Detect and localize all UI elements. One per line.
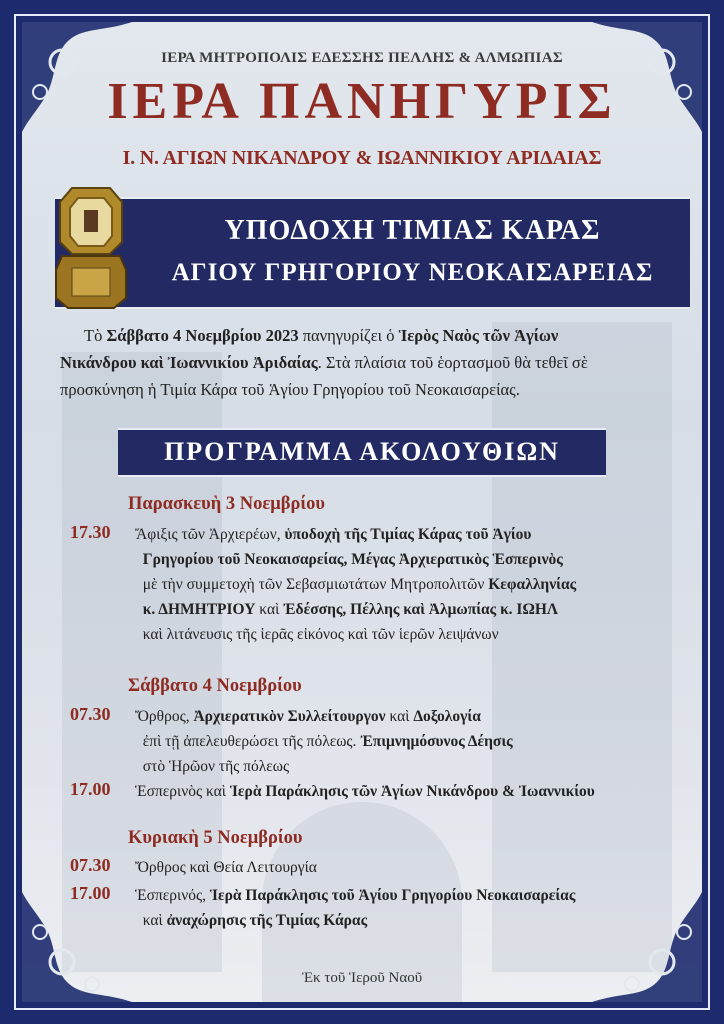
bold-text: Ἀρχιερατικὸν Συλλείτουργον xyxy=(193,708,386,725)
text-line xyxy=(135,522,576,547)
day-heading: Κυριακὴ 5 Νοεμβρίου xyxy=(128,828,303,848)
bold-text: Σάββατο 4 Νοεμβρίου 2023 xyxy=(106,326,299,345)
text-line xyxy=(60,349,680,376)
banner-line-2: ΑΓΙΟΥ ΓΡΗΓΟΡΙΟΥ ΝΕΟΚΑΙΣΑΡΕΙΑΣ xyxy=(171,259,654,286)
text: Ὄρθρος καὶ Θεία Λειτουργία xyxy=(135,859,317,876)
bold-text: ὑποδοχὴ τῆς Τιμίας Κάρας τοῦ Ἁγίου xyxy=(284,526,532,543)
text: Τὸ xyxy=(84,326,107,345)
event-description xyxy=(135,704,513,779)
event-description xyxy=(135,779,595,804)
text-line xyxy=(135,855,317,880)
event-time: 07.30 xyxy=(70,704,111,724)
bold-text: Ἐδέσσης, Πέλλης καὶ Ἀλμωπίας κ. ΙΩΗΛ xyxy=(283,601,559,618)
event-time: 17.00 xyxy=(70,883,111,903)
text: Ἄφιξις τῶν Ἀρχιερέων, xyxy=(135,526,285,543)
event-time: 17.00 xyxy=(70,779,111,799)
text-line xyxy=(135,908,575,933)
metropolis-heading: ΙΕΡΑ ΜΗΤΡΟΠΟΛΙΣ ΕΔΕΣΣΗΣ ΠΕΛΛΗΣ & ΑΛΜΩΠΙΑΣ xyxy=(161,50,563,66)
text: προσκύνηση ἡ Τιμία Κάρα τοῦ Ἁγίου Γρηγορίου τοῦ Νεοκαισαρείας. xyxy=(60,380,520,399)
event-description xyxy=(135,855,317,880)
page-title: ΙΕΡΑ ΠΑΝΗΓΥΡΙΣ xyxy=(107,73,617,130)
relic-banner xyxy=(55,197,690,309)
text-line xyxy=(135,883,575,908)
bold-text: Δοξολογία xyxy=(413,708,481,725)
bold-text: Γρηγορίου τοῦ Νεοκαισαρείας, Μέγας Ἀρχιερατικὸς Ἑσπερινὸς xyxy=(135,551,563,568)
text: καὶ xyxy=(385,708,414,725)
text-line xyxy=(135,754,513,779)
event-time: 07.30 xyxy=(70,855,111,875)
program-title: ΠΡΟΓΡΑΜΜΑ ΑΚΟΛΟΥΘΙΩΝ xyxy=(164,437,560,466)
text: στὸ Ἡρῶον τῆς πόλεως xyxy=(135,758,290,775)
text: καὶ xyxy=(135,912,167,929)
reliquary-image xyxy=(52,180,130,310)
text: μὲ τὴν συμμετοχὴ τῶν Σεβασμιωτάτων Μητροπολιτῶν xyxy=(135,576,489,593)
day-heading: Παρασκευὴ 3 Νοεμβρίου xyxy=(128,494,326,514)
day-heading: Σάββατο 4 Νοεμβρίου xyxy=(128,676,302,696)
bold-text: Κεφαλληνίας xyxy=(488,576,577,593)
text-line xyxy=(135,779,595,804)
text: Ὄρθρος, xyxy=(135,708,194,725)
text-line xyxy=(135,572,576,597)
text: ἐπὶ τῇ ἀπελευθερώσει τῆς πόλεως. xyxy=(135,733,361,750)
text: καὶ λιτάνευσις τῆς ἱερᾶς εἰκόνος καὶ τῶν ἱερῶν λειψάνων xyxy=(135,626,499,643)
text: . Στὰ πλαίσια τοῦ ἑορτασμοῦ θὰ τεθεῖ σὲ xyxy=(317,353,588,372)
text-line xyxy=(60,322,680,349)
intro-paragraph xyxy=(60,322,680,403)
text: Ἑσπερινὸς καὶ xyxy=(135,783,230,800)
bold-text: Ἱερὸς Ναὸς τῶν Ἁγίων xyxy=(398,326,559,345)
event-time: 17.30 xyxy=(70,522,111,542)
text-line xyxy=(60,376,680,403)
text-line xyxy=(135,547,576,572)
bold-text: Νικάνδρου καὶ Ἰωαννικίου Ἀριδαίας xyxy=(60,353,318,372)
text: Ἑσπερινός, xyxy=(135,887,210,904)
program-banner xyxy=(118,428,606,477)
bold-text: Ἱερὰ Παράκλησις τοῦ Ἁγίου Γρηγορίου Νεοκαισαρείας xyxy=(209,887,576,904)
bold-text: ἀναχώρησις τῆς Τιμίας Κάρας xyxy=(166,912,368,929)
text-line xyxy=(135,729,513,754)
bold-text: κ. ΔΗΜΗΤΡΙΟΥ xyxy=(135,601,256,618)
bold-text: Ἱερὰ Παράκλησις τῶν Ἁγίων Νικάνδρου & Ἰωαννικίου xyxy=(229,783,595,800)
footer-signature: Ἐκ τοῦ Ἱεροῦ Ναοῦ xyxy=(301,970,423,986)
church-name: Ι. Ν. ΑΓΙΩΝ ΝΙΚΑΝΔΡΟΥ & ΙΩΑΝΝΙΚΙΟΥ ΑΡΙΔΑΙΑΣ xyxy=(122,147,602,169)
event-description xyxy=(135,883,575,933)
bold-text: Ἐπιμνημόσυνος Δέησις xyxy=(360,733,513,750)
text-line xyxy=(135,597,576,622)
text-line xyxy=(135,704,513,729)
text: πανηγυρίζει ὁ xyxy=(298,326,399,345)
text-line xyxy=(135,622,576,647)
event-description xyxy=(135,522,576,647)
text: καὶ xyxy=(255,601,284,618)
banner-line-1: ΥΠΟΔΟΧΗ ΤΙΜΙΑΣ ΚΑΡΑΣ xyxy=(224,215,601,246)
